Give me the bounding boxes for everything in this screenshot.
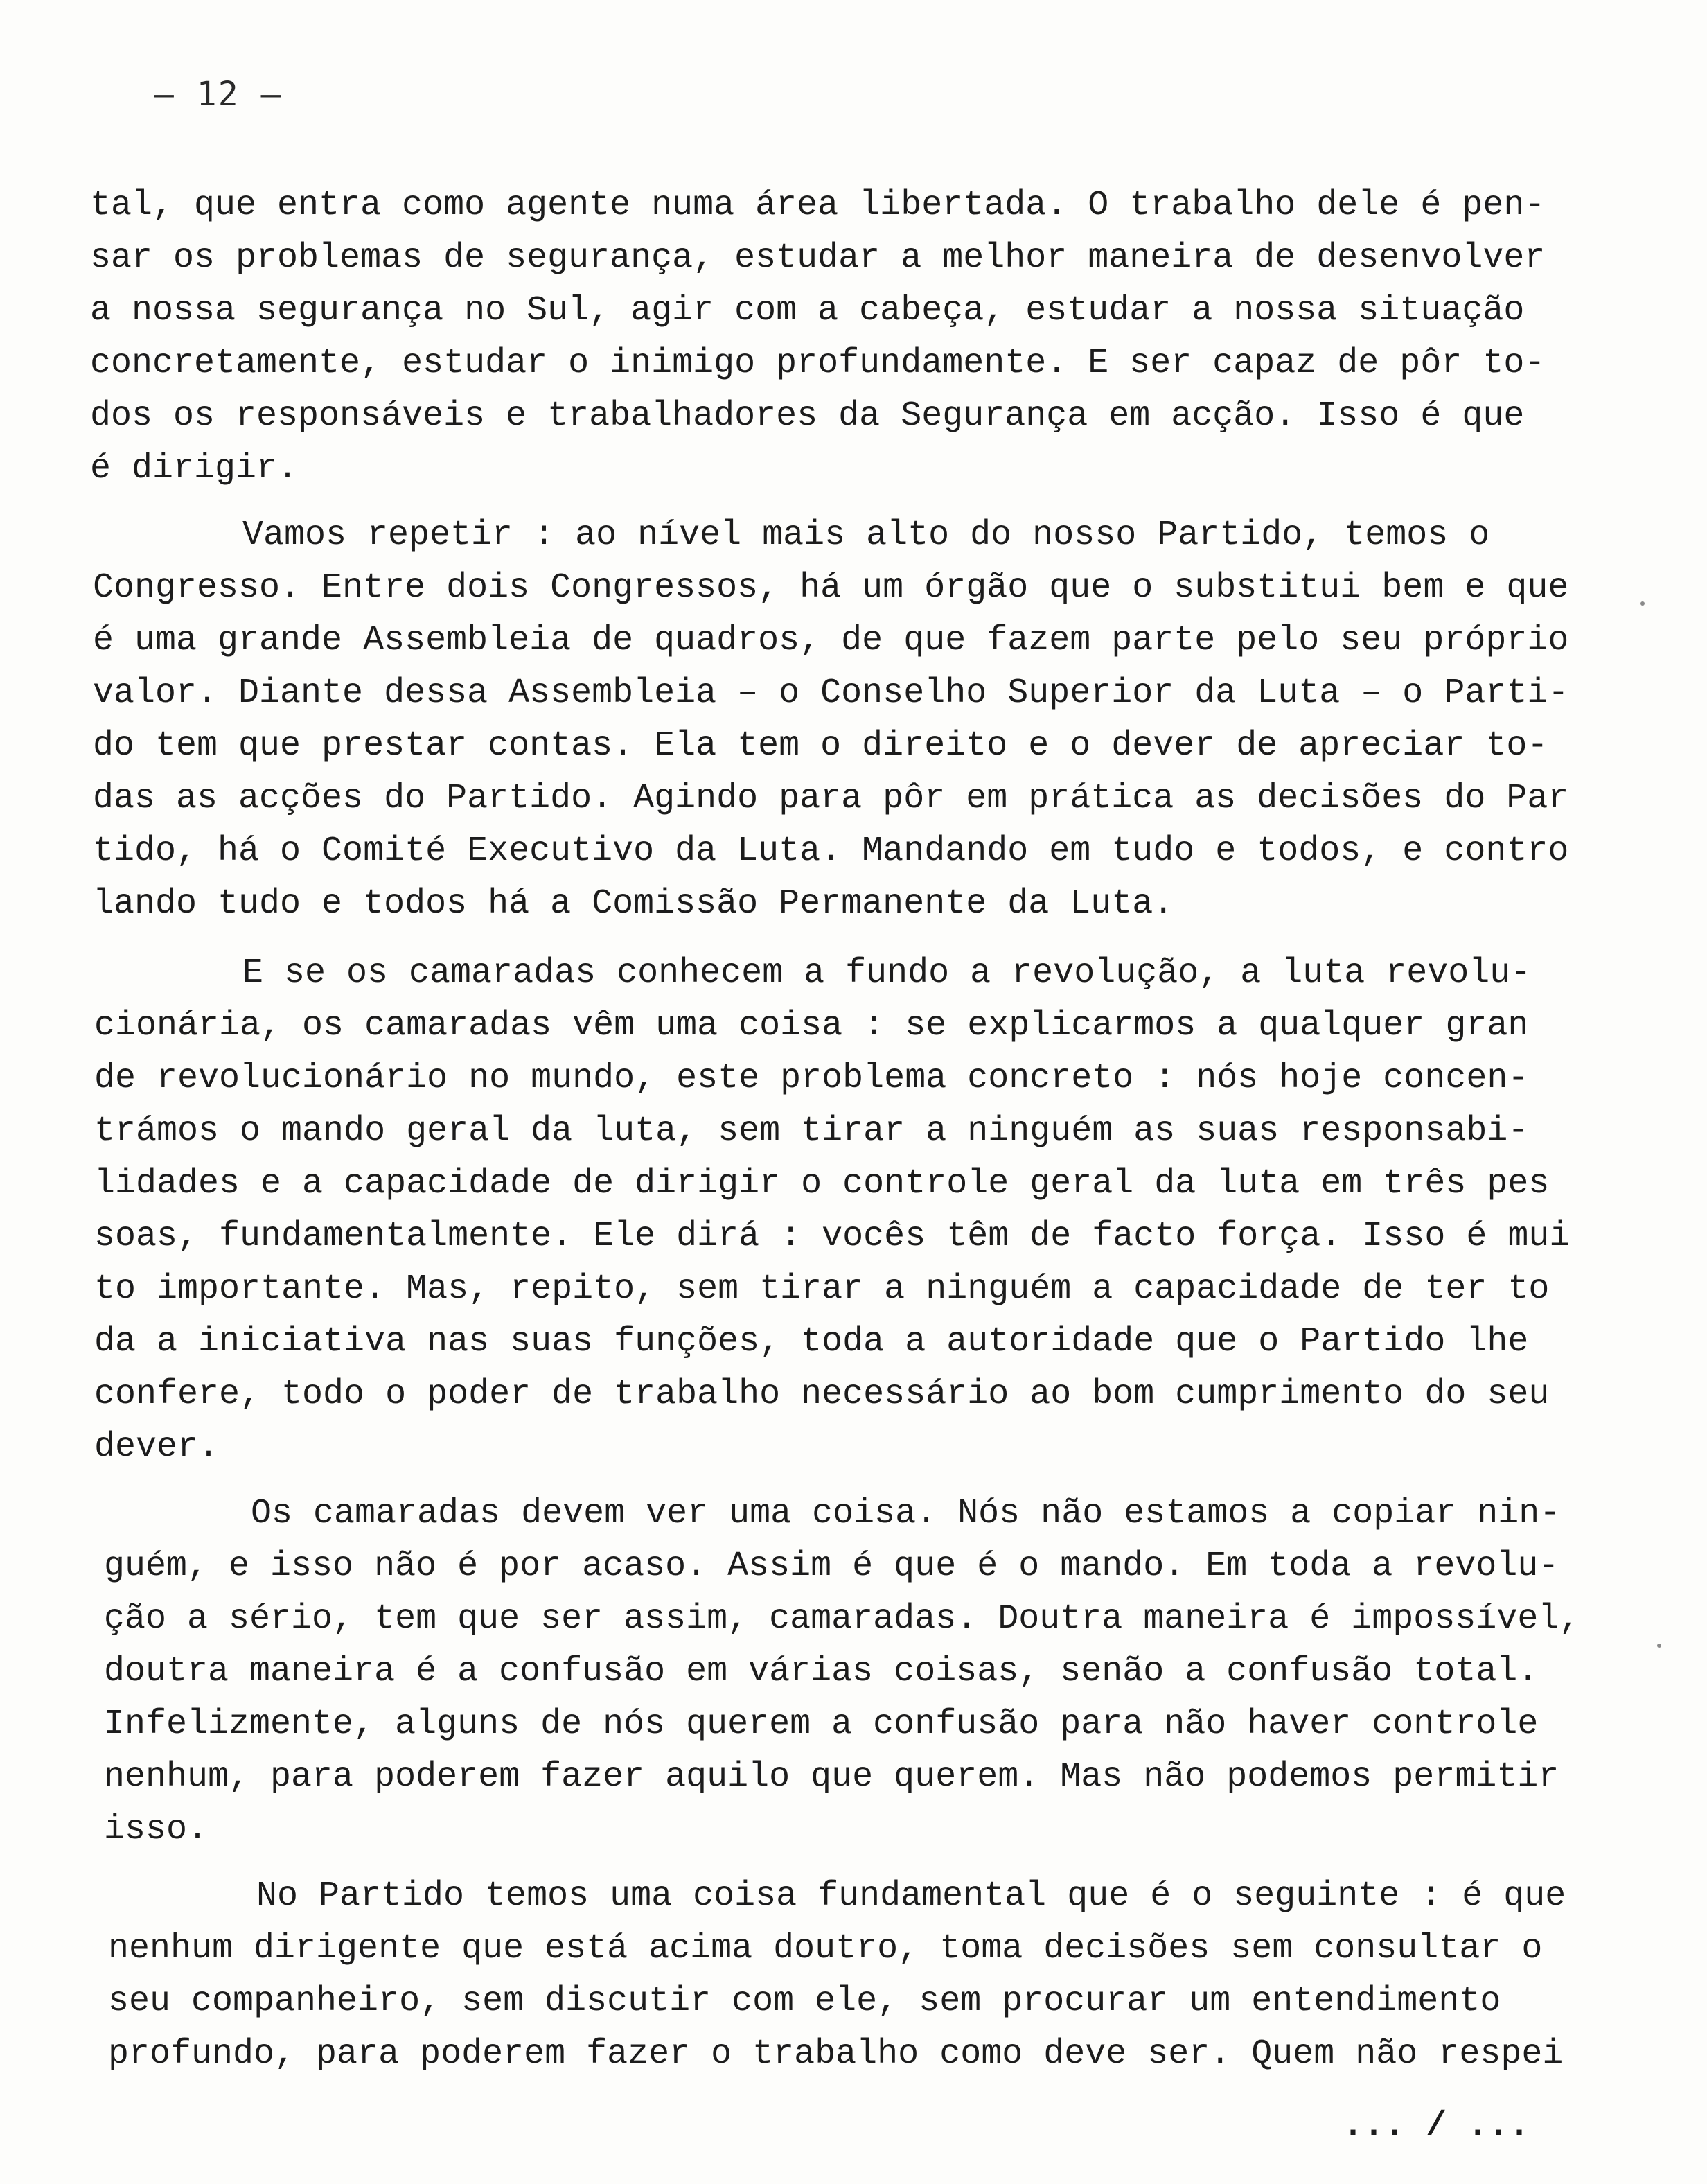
text-line: Congresso. Entre dois Congressos, há um órgão que o substitui bem e que [93, 568, 1569, 608]
text-line: profundo, para poderem fazer o trabalho como deve ser. Quem não respei [108, 2034, 1564, 2074]
text-line: é dirigir. [90, 449, 299, 488]
text-line: soas, fundamentalmente. Ele dirá : vocês têm de facto força. Isso é mui [94, 1217, 1571, 1256]
text-line: Infelizmente, alguns de nós querem a confusão para não haver controle [104, 1705, 1539, 1744]
text-line: guém, e isso não é por acaso. Assim é que é o mando. Em toda a revolu- [104, 1547, 1559, 1586]
text-line: cionária, os camaradas vêm uma coisa : se explicarmos a qualquer gran [94, 1006, 1529, 1046]
text-line: trámos o mando geral da luta, sem tirar a ninguém as suas responsabi- [94, 1111, 1529, 1151]
text-line: doutra maneira é a confusão em várias coisas, senão a confusão total. [104, 1652, 1539, 1691]
text-line: a nossa segurança no Sul, agir com a cabeça, estudar a nossa situação [90, 291, 1525, 331]
text-line: valor. Diante dessa Assembleia – o Conselho Superior da Luta – o Parti- [93, 673, 1569, 713]
text-line: dever. [94, 1427, 220, 1467]
text-line: do tem que prestar contas. Ela tem o direito e o dever de apreciar to- [93, 726, 1548, 766]
text-line: dos os responsáveis e trabalhadores da Segurança em acção. Isso é que [90, 396, 1525, 436]
scan-speck [1657, 1644, 1661, 1648]
text-line: E se os camaradas conhecem a fundo a revolução, a luta revolu- [242, 953, 1532, 993]
text-line: é uma grande Assembleia de quadros, de que fazem parte pelo seu próprio [93, 621, 1569, 660]
continuation-mark: ... / ... [1343, 2106, 1530, 2146]
text-line: nenhum, para poderem fazer aquilo que querem. Mas não podemos permitir [104, 1757, 1559, 1797]
text-line: isso. [104, 1810, 209, 1849]
text-line: de revolucionário no mundo, este problema concreto : nós hoje concen- [94, 1059, 1529, 1098]
page-number: – 12 – [154, 75, 283, 114]
text-line: Os camaradas devem ver uma coisa. Nós não estamos a copiar nin- [251, 1494, 1561, 1533]
text-line: tido, há o Comité Executivo da Luta. Mandando em tudo e todos, e contro [93, 831, 1569, 871]
text-line: nenhum dirigente que está acima doutro, toma decisões sem consultar o [108, 1929, 1543, 1969]
text-line: lidades e a capacidade de dirigir o controle geral da luta em três pes [94, 1164, 1550, 1204]
text-line: sar os problemas de segurança, estudar a melhor maneira de desenvolver [90, 238, 1546, 278]
text-line: ção a sério, tem que ser assim, camaradas. Doutra maneira é impossível, [104, 1599, 1580, 1639]
text-line: tal, que entra como agente numa área libertada. O trabalho dele é pen- [90, 186, 1546, 225]
text-line: lando tudo e todos há a Comissão Permanente da Luta. [93, 884, 1174, 924]
text-line: seu companheiro, sem discutir com ele, sem procurar um entendimento [108, 1982, 1501, 2021]
text-line: No Partido temos uma coisa fundamental que é o seguinte : é que [256, 1876, 1566, 1916]
text-line: confere, todo o poder de trabalho necessário ao bom cumprimento do seu [94, 1375, 1550, 1414]
text-line: das as acções do Partido. Agindo para pôr em prática as decisões do Par [93, 779, 1569, 818]
text-line: Vamos repetir : ao nível mais alto do nosso Partido, temos o [242, 516, 1490, 555]
text-line: da a iniciativa nas suas funções, toda a autoridade que o Partido lhe [94, 1322, 1529, 1362]
scan-speck [1640, 601, 1645, 606]
text-line: concretamente, estudar o inimigo profundamente. E ser capaz de pôr to- [90, 344, 1546, 383]
text-line: to importante. Mas, repito, sem tirar a ninguém a capacidade de ter to [94, 1269, 1550, 1309]
